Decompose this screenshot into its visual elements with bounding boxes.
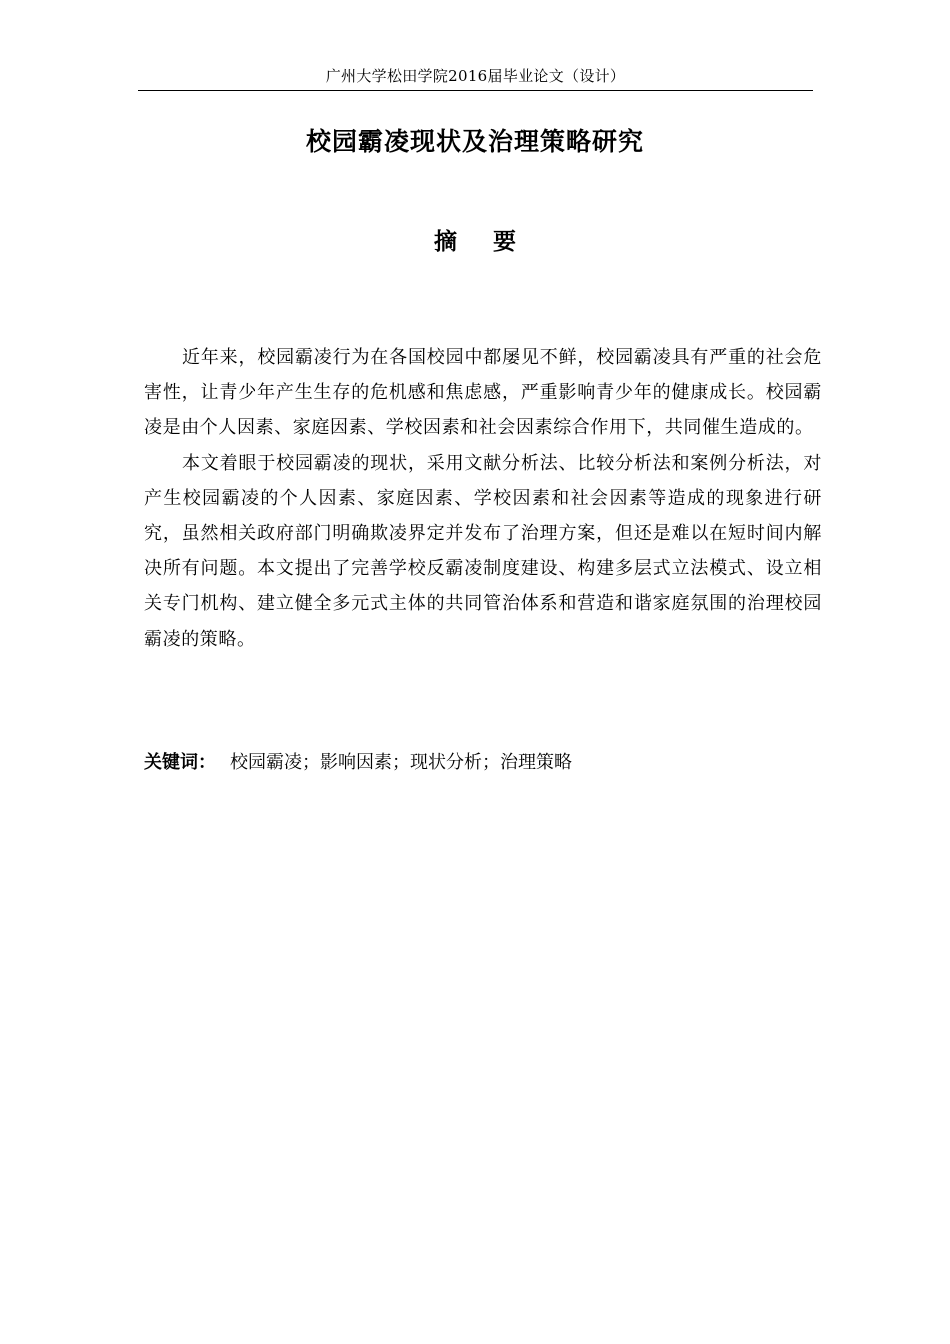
- abstract-heading-char-2: 要: [493, 229, 516, 255]
- abstract-heading: [0, 224, 950, 260]
- abstract-heading-char-1: 摘: [434, 229, 457, 255]
- keywords-label: 关键词：: [144, 752, 216, 773]
- abstract-paragraph-2: 本文着眼于校园霸凌的现状，采用文献分析法、比较分析法和案例分析法，对产生校园霸凌的个人因素、家庭因素、学校因素和社会因素等造成的现象进行研究，虽然相关政府部门明确欺凌界定并发布了治理方案，但还是难以在短时间内解决所有问题。本文提出了完善学校反霸凌制度建设、构建多层式立法模式、设立相关专门机构、建立健全多元式主体的共同管治体系和营造和谐家庭氛围的治理校园霸凌的策略。: [144, 452, 822, 650]
- document-title: 校园霸凌现状及治理策略研究: [305, 127, 644, 156]
- abstract-body: [144, 340, 822, 657]
- keywords-value: 校园霸凌；影响因素；现状分析；治理策略: [230, 752, 572, 773]
- abstract-paragraph-1: 近年来，校园霸凌行为在各国校园中都屡见不鲜，校园霸凌具有严重的社会危害性，让青少年产生生存的危机感和焦虑感，严重影响青少年的健康成长。校园霸凌是由个人因素、家庭因素、学校因素和社会因素综合作用下，共同催生造成的。: [144, 347, 822, 439]
- page-header: [138, 62, 813, 91]
- keywords-line: [144, 746, 822, 780]
- header-text: 广州大学松田学院2016届毕业论文（设计）: [325, 67, 626, 85]
